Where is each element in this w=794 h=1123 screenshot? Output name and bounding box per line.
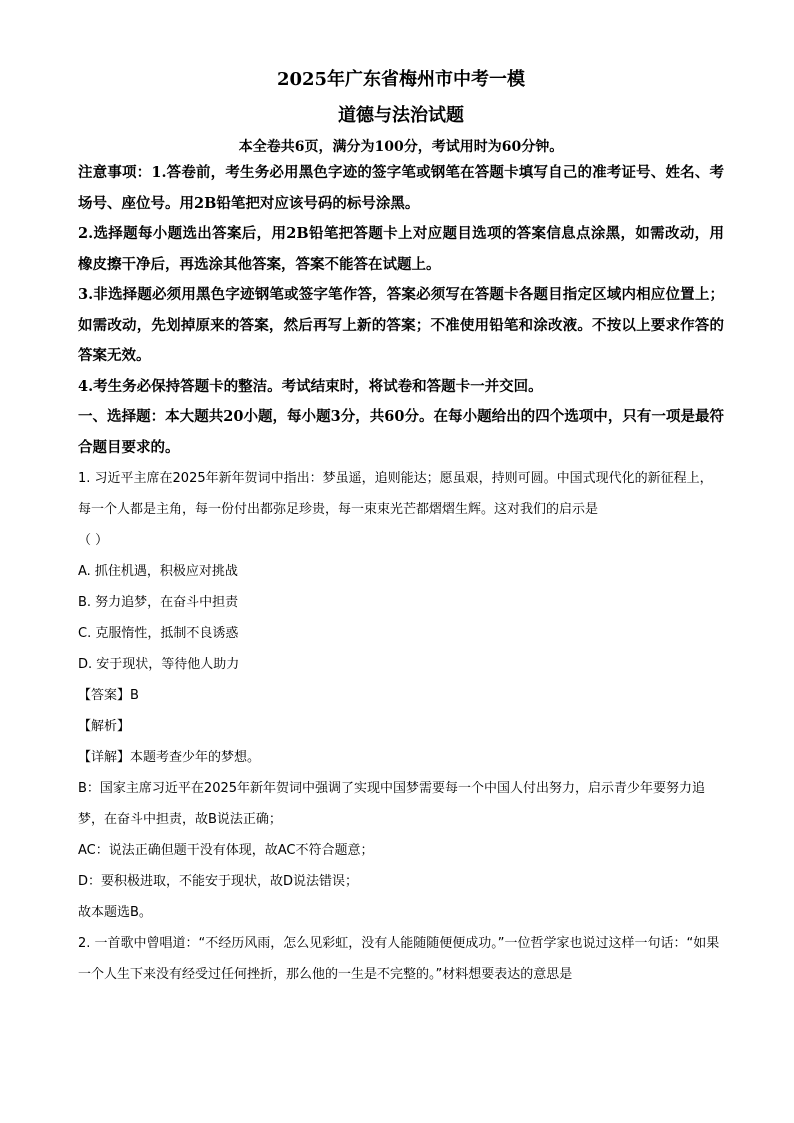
analysis-label: 【解析】: [78, 719, 131, 734]
detail-line: 【详解】本题考查少年的梦想。: [78, 750, 261, 765]
answer-label: 【答案】: [78, 688, 131, 703]
explanation-d: D：要积极进取，不能安于现状，故D说法错误；: [78, 874, 359, 889]
explanation-b: B：国家主席习近平在2025年新年贺词中强调了实现中国梦需要每一个中国人付出努力，启示青少年要努力追梦，在奋斗中担责，故B说法正确；: [78, 781, 706, 827]
option-b: B. 努力追梦，在奋斗中担责: [78, 595, 239, 610]
answer-line: [78, 680, 724, 711]
note-1: 注意事项：1.答卷前，考生务必用黑色字迹的签字笔或钢笔在答题卡填写自己的准考证号、姓名、考场号、座位号。用2B铅笔把对应该号码的标号涂黑。: [78, 164, 724, 212]
note-3: 3.非选择题必须用黑色字迹钢笔或签字笔作答，答案必须写在答题卡各题目指定区域内相应位置上；如需改动，先划掉原来的答案，然后再写上新的答案；不准使用铅笔和涂改液。不按以上要求作答的答案无效。: [78, 286, 724, 364]
exam-info: 本全卷共6页，满分为100分，考试用时为60分钟。: [238, 139, 564, 155]
explanation-ac: AC：说法正确但题干没有体现，故AC不符合题意；: [78, 843, 374, 858]
question-1-paren: （ ）: [78, 533, 109, 548]
question-2-stem: 2. 一首歌中曾唱道：“不经历风雨，怎么见彩虹，没有人能随随便便成功。”一位哲学家也说过这样一句话：“如果一个人生下来没有经受过任何挫折，那么他的一生是不完整的。”材料想要表达的意思是: [78, 936, 720, 982]
option-d: D. 安于现状，等待他人助力: [78, 657, 240, 672]
answer-value: B: [130, 688, 139, 703]
exam-subtitle: 道德与法治试题: [338, 105, 464, 126]
section-heading: 一、选择题：本大题共20小题，每小题3分，共60分。在每小题给出的四个选项中，只有一项是最符合题目要求的。: [78, 408, 724, 456]
conclusion: 故本题选B。: [78, 905, 152, 920]
question-2: [78, 928, 724, 990]
question-1: [78, 463, 724, 928]
notes-block: [78, 158, 724, 402]
question-1-stem: 1. 习近平主席在2025年新年贺词中指出：梦虽遥，追则能达；愿虽艰，持则可圆。中国式现代化的新征程上，每一个人都是主角，每一份付出都弥足珍贵，每一束束光芒都熠熠生辉。这对我们的启示是: [78, 471, 713, 517]
exam-title: 2025年广东省梅州市中考一模: [276, 69, 526, 90]
note-4: 4.考生务必保持答题卡的整洁。考试结束时，将试卷和答题卡一并交回。: [78, 377, 543, 395]
option-c: C. 克服惰性，抵制不良诱惑: [78, 626, 239, 641]
exam-page: [78, 68, 724, 990]
note-2: 2.选择题每小题选出答案后，用2B铅笔把答题卡上对应题目选项的答案信息点涂黑，如需改动，用橡皮擦干净后，再选涂其他答案，答案不能答在试题上。: [78, 225, 724, 273]
option-a: A. 抓住机遇，积极应对挑战: [78, 564, 238, 579]
